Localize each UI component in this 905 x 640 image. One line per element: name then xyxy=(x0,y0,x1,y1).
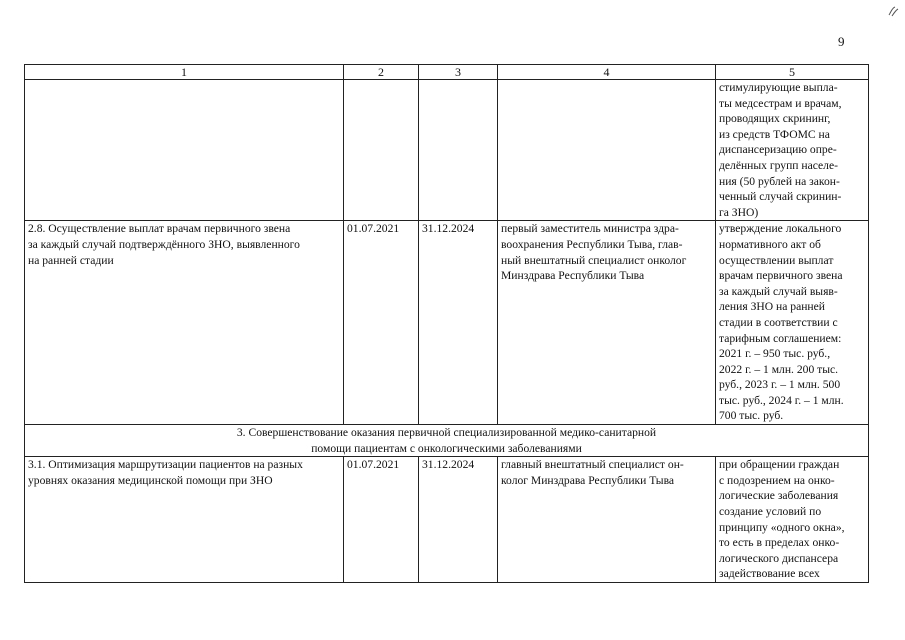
text-line: задействование всех xyxy=(719,567,820,581)
text-line: воохранения Республики Тыва, глав- xyxy=(501,237,683,251)
cell-result xyxy=(716,457,869,583)
text-line: колог Минздрава Республики Тыва xyxy=(501,473,675,487)
header-cell-5: 5 xyxy=(716,65,869,80)
page-number: 9 xyxy=(838,34,845,49)
cell-end-date xyxy=(419,80,498,221)
cell-result xyxy=(716,221,869,425)
section-heading-line: помощи пациентам с онкологическими заболеваниями xyxy=(311,441,582,455)
section-heading-line: 3. Совершенствование оказания первичной специализированной медико-санитарной xyxy=(236,426,657,440)
text-line: ления ЗНО на ранней xyxy=(719,300,825,314)
header-cell-2: 2 xyxy=(344,65,419,80)
text-line: на ранней стадии xyxy=(28,253,114,267)
text-line: логического диспансера xyxy=(719,551,839,565)
header-row xyxy=(25,65,869,80)
text-line: ния (50 рублей на закон- xyxy=(719,174,840,188)
section-heading xyxy=(25,425,869,457)
text-line: за каждый случай выяв- xyxy=(719,284,838,298)
text-line: первый заместитель министра здра- xyxy=(501,222,679,236)
cell-start-date: 01.07.2021 xyxy=(344,221,419,425)
text-line: га ЗНО) xyxy=(719,205,759,219)
text-line: 2022 г. – 1 млн. 200 тыс. xyxy=(719,362,839,376)
scribble-mark xyxy=(886,4,900,18)
text-line: создание условий по xyxy=(719,505,822,519)
text-line: нормативного акт об xyxy=(719,237,821,251)
text-line: врачам первичного звена xyxy=(719,269,843,283)
text-line: с подозрением на онко- xyxy=(719,473,835,487)
table-row xyxy=(25,457,869,583)
text-line: то есть в пределах онко- xyxy=(719,536,840,550)
header-cell-1: 1 xyxy=(25,65,344,80)
text-line: ный внештатный специалист онколог xyxy=(501,253,687,267)
text-line: стимулирующие выпла- xyxy=(719,81,838,94)
table-row xyxy=(25,80,869,221)
table-row xyxy=(25,221,869,425)
text-line: проводящих скрининг, xyxy=(719,112,831,126)
text-line: осуществлении выплат xyxy=(719,253,834,267)
text-line: логические заболевания xyxy=(719,489,839,503)
document-table xyxy=(24,64,869,583)
text-line: тыс. руб., 2024 г. – 1 млн. xyxy=(719,393,844,407)
text-line: за каждый случай подтверждённого ЗНО, выявленного xyxy=(28,237,300,251)
cell-start-date xyxy=(344,80,419,221)
text-line: 2021 г. – 950 тыс. руб., xyxy=(719,347,831,361)
text-line: диспансеризацию опре- xyxy=(719,143,837,157)
text-line: главный внештатный специалист он- xyxy=(501,458,684,472)
text-line: из средств ТФОМС на xyxy=(719,127,830,141)
cell-end-date: 31.12.2024 xyxy=(419,221,498,425)
text-line: 3.1. Оптимизация маршрутизации пациентов на разных xyxy=(28,458,303,472)
text-line: ченный случай скринин- xyxy=(719,190,842,204)
section-row xyxy=(25,425,869,457)
text-line: при обращении граждан xyxy=(719,458,840,472)
cell-responsible xyxy=(498,221,716,425)
header-cell-3: 3 xyxy=(419,65,498,80)
text-line: тарифным соглашением: xyxy=(719,331,842,345)
cell-result xyxy=(716,80,869,221)
cell-activity xyxy=(25,80,344,221)
text-line: 700 тыс. руб. xyxy=(719,409,784,423)
text-line: Минздрава Республики Тыва xyxy=(501,269,645,283)
text-line: 2.8. Осуществление выплат врачам первичного звена xyxy=(28,222,291,236)
header-cell-4: 4 xyxy=(498,65,716,80)
cell-responsible xyxy=(498,457,716,583)
text-line: делённых групп населе- xyxy=(719,158,838,172)
cell-activity xyxy=(25,221,344,425)
cell-responsible xyxy=(498,80,716,221)
text-line: ты медсестрам и врачам, xyxy=(719,96,842,110)
text-line: руб., 2023 г. – 1 млн. 500 xyxy=(719,378,841,392)
cell-end-date: 31.12.2024 xyxy=(419,457,498,583)
text-line: утверждение локального xyxy=(719,222,842,236)
text-line: уровнях оказания медицинской помощи при ЗНО xyxy=(28,473,273,487)
text-line: принципу «одного окна», xyxy=(719,520,845,534)
cell-activity xyxy=(25,457,344,583)
text-line: стадии в соответствии с xyxy=(719,315,838,329)
cell-start-date: 01.07.2021 xyxy=(344,457,419,583)
